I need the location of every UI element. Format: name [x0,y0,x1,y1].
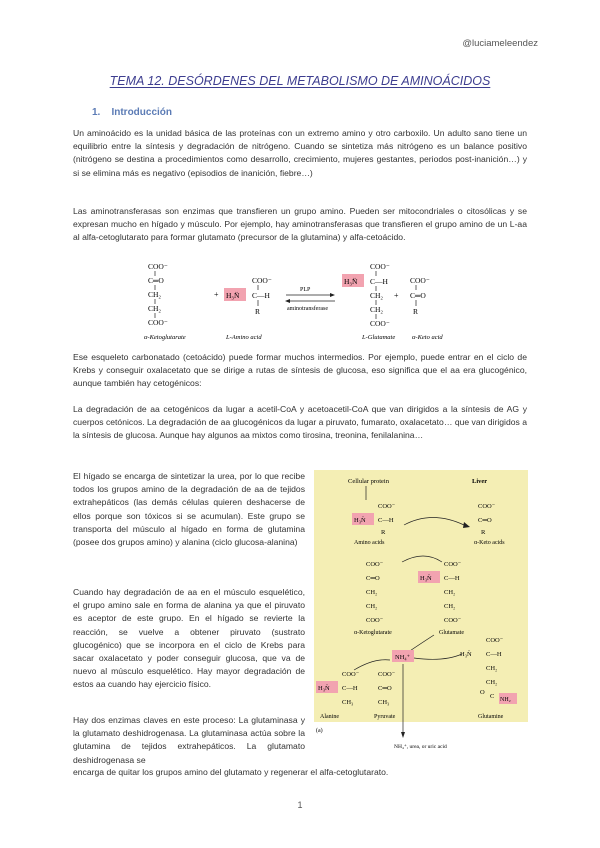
fig-ala-coo: COO⁻ [342,671,360,678]
plus-sign-1: + [214,290,219,299]
fig-ka-r: R [481,529,486,536]
fig-cellular-protein: Cellular protein [348,478,389,485]
fig-gln-o: O [480,689,485,696]
fig-gln-coo: COO⁻ [486,637,504,644]
liver-nitrogen-figure [314,470,528,766]
plus-sign-2: + [394,291,399,300]
paragraph-enzymes: Hay dos enzimas claves en este proceso: La glutaminasa y la glutamato deshidrogenasa. La glutaminasa actúa sobre la glutamina de tejidos extrahepáticos. La glutamato deshidrogenasa se [73,715,305,765]
akg-coo-bottom: COO⁻ [148,318,168,327]
title-text: TEMA 12. DESÓRDENES DEL METABOLISMO DE AMINOÁCIDOS [109,74,491,88]
fig-glu-ch: C—H [444,575,460,582]
section-title: Introducción [111,107,173,118]
page-title [0,74,600,88]
glu-ch2-a: CH₂ [370,291,384,300]
paragraph-degradation: La degradación de aa cetogénicos da lugar a acetil-CoA y acetoacetil-CoA que van dirigidos a la síntesis de AG y cuerpos cetónicos. La degradación de aa glucogénicos da lugar a piruvato, fumarato, oxalacetato… que van dirigidos a la síntesis de glucosa. Aunque hay algunos aa mixtos como tirosina, treonina, fenilalanina… [73,404,527,441]
fig-gln-nh2: NH₂ [500,697,511,703]
ka-co: C═O [410,291,426,300]
fig-akg-coo-b: COO⁻ [366,617,384,624]
fig-glu-ch2-a: CH₂ [444,589,456,596]
fig-glutamate: Glutamate [439,630,464,636]
fig-alanine: Alanine [320,714,339,720]
fig-akg-coo: COO⁻ [366,561,384,568]
enzyme-plp: PLP [300,287,311,293]
paragraph-muscle-alanine: Cuando hay degradación de aa en el músculo esquelético, el grupo amino sale en forma de alanina ya que el piruvato es aceptor de este grupo. En el hígado se revierte la reacción, se vuelve a obtener piruvato (sustrato glucogénico) que se incorpora en el ciclo de Krebs para sacar oxalacetato y poder conseguir glucosa, que va de nuevo al músculo esquelético. Hay mayor degradación de estos aa cuando hay ejercicio físico. [73,587,305,690]
fig-excretion: NH₄⁺, urea, or uric acid [394,744,447,750]
fig-ketoglutarate: α-Ketoglutarate [354,630,392,636]
fig-akg-ch2-a: CH₂ [366,589,378,596]
fig-akg-co: C═O [366,575,380,582]
fig-aa-h3n: H₃N̈ [354,517,366,524]
fig-ala-ch: C—H [342,685,358,692]
paragraph-carbon-skeleton: Ese esqueleto carbonatado (cetoácido) puede formar muchos intermedios. Por ejemplo, puede entrar en el ciclo de Krebs y conseguir oxalacetato que se dirige a rutas de síntesis de glucosa, eso significa que el aa era glucogénico, aunque también hay cetogénicos: [73,352,527,389]
aa-ch: C—H [252,291,270,300]
paragraph-liver-urea: El hígado se encarga de sintetizar la urea, por lo que recibe todos los grupos amino de la degradación de aa de tejidos extrahepáticos (las demás células quieren deshacerse de ellos porque son tóxicos si se acumulan). Este grupo se transporta del músculo al hígado en forma de glutamina (posee dos grupos amino) y alanina (ciclo glucosa-alanina) [73,471,305,548]
fig-ka-co: C═O [478,517,492,524]
fig-amino-acids: Amino acids [354,540,385,546]
akg-ch2-b: CH₂ [148,304,162,313]
transamination-reaction [140,258,470,348]
fig-nh4: NH₄⁺ [395,654,411,661]
fig-gln-ch2-a: CH₂ [486,665,498,672]
paragraph-aminotransferases: Las aminotransferasas son enzimas que transfieren un grupo amino. Pueden ser mitocondriales o citosólicas y se expresan mucho en hígado y músculo. Por ejemplo, hay aminotransferasas que transfieren el grupo amino de un L-aa al alfa-cetoglutarato para formar glutamato (precursor de la glutamina) y alfa-cetoácido. [73,206,527,243]
fig-ala-ch3: CH₃ [342,699,354,706]
fig-akg-ch2-b: CH₂ [366,603,378,610]
glu-coo-bottom: COO⁻ [370,319,390,328]
fig-keto-acids: α-Keto acids [474,540,505,546]
fig-pyr-ch3: CH₃ [378,699,390,706]
label-glutamate: L-Glutamate [362,334,396,341]
paragraph-enzymes-cont: encarga de quitar los grupos amino del glutamato y regenerar el alfa-cetoglutarato. [73,767,389,777]
label-keto-acid: α-Keto acid [412,334,443,341]
aa-h3n: H₃N̈ [226,291,240,300]
fig-gln-c: C [490,693,495,700]
fig-pyr-coo: COO⁻ [378,671,396,678]
fig-gln-ch2-b: CH₂ [486,679,498,686]
ka-r: R [413,307,419,316]
glu-coo-top: COO⁻ [370,262,390,271]
page-number: 1 [297,800,303,810]
fig-pyr-co: C═O [378,685,392,692]
section-number: 1. [92,107,101,118]
akg-ch2-a: CH₂ [148,290,162,299]
fig-aa-r: R [381,529,386,536]
fig-aa-coo: COO⁻ [378,503,396,510]
fig-pyruvate: Pyruvate [374,714,396,720]
glu-ch: C—H [370,277,388,286]
fig-glu-coo: COO⁻ [444,561,462,568]
glu-h3n: H₃N̈ [344,277,358,286]
section-heading [92,107,172,118]
akg-co: C═O [148,276,164,285]
akg-coo-top: COO⁻ [148,262,168,271]
paragraph-intro: Un aminoácido es la unidad básica de las proteínas con un extremo amino y otro carboxilo. Un adulto sano tiene un equilibrio entre la síntesis y degradación de nitrógeno. Cuando se sintetiza más nitrógeno es un balance positivo (nitrógeno se destina a procedimientos como desarrollo, crecimiento, mujeres gestantes, periodos post-inanición…) y si se elimina más es negativo (episodios de inanición, fiebre…) [73,128,527,178]
fig-glu-ch2-b: CH₂ [444,603,456,610]
glu-ch2-b: CH₂ [370,305,384,314]
author-handle: @luciameleendez [462,38,538,49]
fig-ka-coo: COO⁻ [478,503,496,510]
fig-glu-coo-b: COO⁻ [444,617,462,624]
enzyme-aminotransferase: aminotransferase [287,306,328,312]
aa-r: R [255,307,261,316]
fig-gln-ch: C—H [486,651,502,658]
fig-gln-h3n: H₃N̈ [460,651,472,658]
ka-coo: COO⁻ [410,276,430,285]
label-akg: α-Ketoglutarate [144,334,186,341]
fig-panel-label: (a) [316,728,323,734]
fig-aa-ch: C—H [378,517,394,524]
fig-ala-h3n: H₃N̈ [318,685,330,692]
aa-coo: COO⁻ [252,276,272,285]
fig-glu-h3n: H₃N̈ [420,575,432,582]
fig-glutamine: Glutamine [478,714,504,720]
fig-liver-label: Liver [472,478,488,485]
label-amino-acid: L-Amino acid [226,334,262,341]
